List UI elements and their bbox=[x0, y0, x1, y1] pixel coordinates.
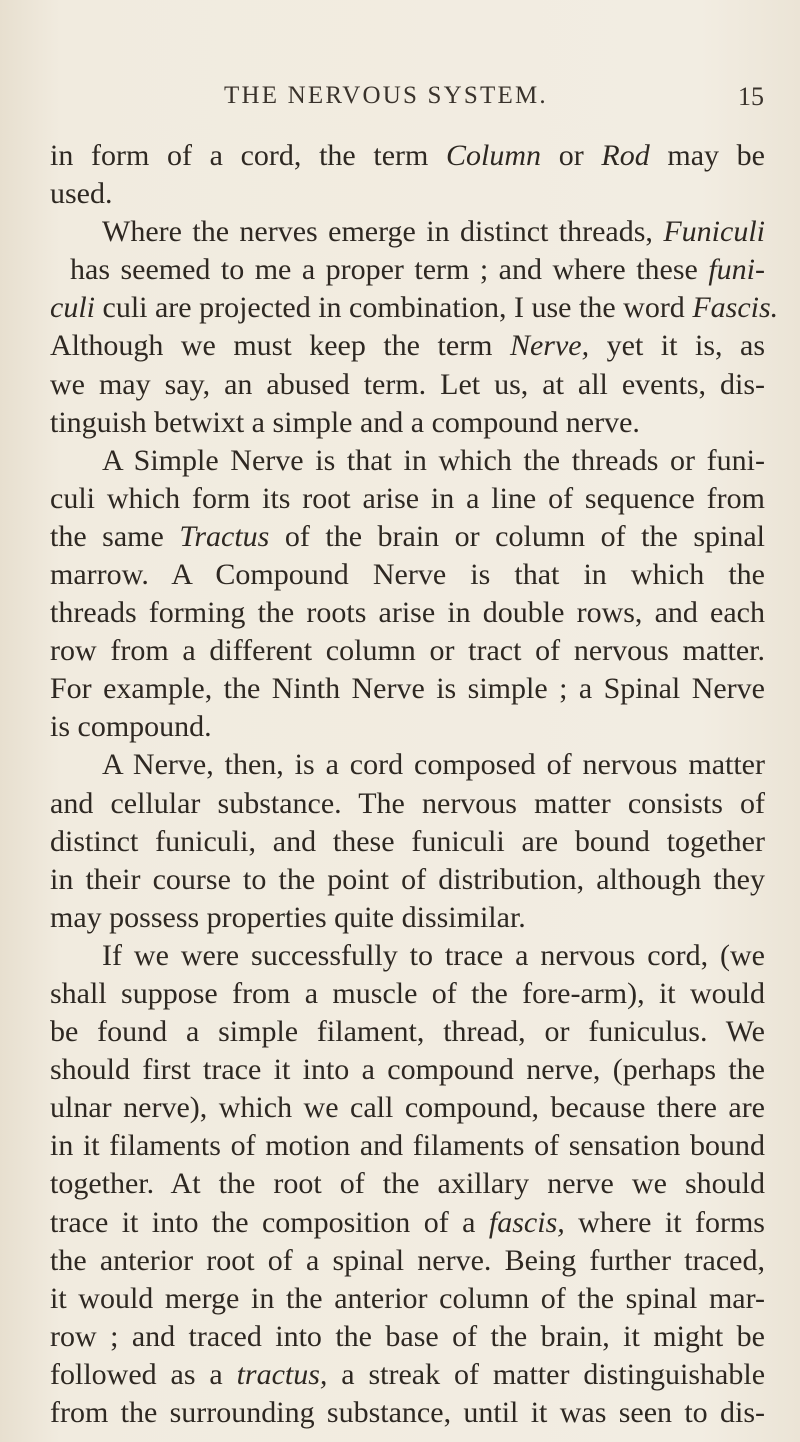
text-line: A Nerve, then, is a cord composed of nervous matter bbox=[102, 748, 765, 781]
text-line: be found a simple filament, thread, or funiculus. We bbox=[50, 1015, 765, 1048]
text-line: marrow. A Compound Nerve is that in which the bbox=[50, 558, 765, 591]
text-line: the same Tractus of the brain or column of the spinal bbox=[50, 520, 766, 553]
text-line: has seemed to me a proper term ; and where these funi- bbox=[70, 253, 765, 286]
text-line: culi which form its root arise in a line of sequence from bbox=[50, 482, 765, 515]
text-line: tinguish betwixt a simple and a compound nerve. bbox=[50, 406, 640, 439]
text-line: ulnar nerve), which we call compound, because there are bbox=[50, 1091, 765, 1124]
text-line: and cellular substance. The nervous matter consists of bbox=[50, 787, 765, 820]
text-line: followed as a tractus, a streak of matter distinguishable bbox=[50, 1358, 766, 1391]
text-line: from the surrounding substance, until it was seen to dis- bbox=[50, 1396, 765, 1429]
text-line: shall suppose from a muscle of the fore-arm), it would bbox=[50, 977, 765, 1010]
text-line: may possess properties quite dissimilar. bbox=[50, 901, 526, 934]
text-line: together. At the root of the axillary nerve we should bbox=[50, 1167, 765, 1200]
text-line: in their course to the point of distribution, although they bbox=[50, 863, 765, 896]
page-number: 15 bbox=[738, 82, 764, 111]
text-line: trace it into the composition of a fascis, where it forms bbox=[50, 1206, 765, 1239]
text-line: we may say, an abused term. Let us, at all events, dis- bbox=[50, 368, 765, 401]
text-line: For example, the Ninth Nerve is simple ; a Spinal Nerve bbox=[50, 672, 765, 705]
text-line: If we were successfully to trace a nervous cord, (we bbox=[102, 939, 765, 972]
text-line: it would merge in the anterior column of the spinal mar- bbox=[50, 1282, 765, 1315]
text-line: distinct funiculi, and these funiculi are bound together bbox=[50, 825, 765, 858]
text-line: is compound. bbox=[50, 710, 212, 743]
text-line: row ; and traced into the base of the brain, it might be bbox=[50, 1320, 765, 1353]
text-line: threads forming the roots arise in double rows, and each bbox=[50, 596, 765, 629]
text-line: the anterior root of a spinal nerve. Being further traced, bbox=[50, 1244, 765, 1277]
text-line: in it filaments of motion and filaments of sensation bound bbox=[50, 1129, 765, 1162]
text-line: row from a different column or tract of nervous matter. bbox=[50, 634, 765, 667]
text-line: Where the nerves emerge in distinct threads, Funiculi bbox=[102, 215, 765, 248]
text-line: culi culi are projected in combination, I use the word Fascis. bbox=[50, 291, 779, 324]
running-title: THE NERVOUS SYSTEM. bbox=[224, 82, 548, 109]
text-line: Although we must keep the term Nerve, yet it is, as bbox=[50, 329, 765, 362]
running-head bbox=[0, 82, 800, 122]
text-line: A Simple Nerve is that in which the threads or funi- bbox=[102, 444, 765, 477]
text-line: in form of a cord, the term Column or Rod may be bbox=[50, 139, 765, 172]
text-line: should first trace it into a compound nerve, (perhaps the bbox=[50, 1053, 765, 1086]
text-line: used. bbox=[50, 177, 113, 210]
